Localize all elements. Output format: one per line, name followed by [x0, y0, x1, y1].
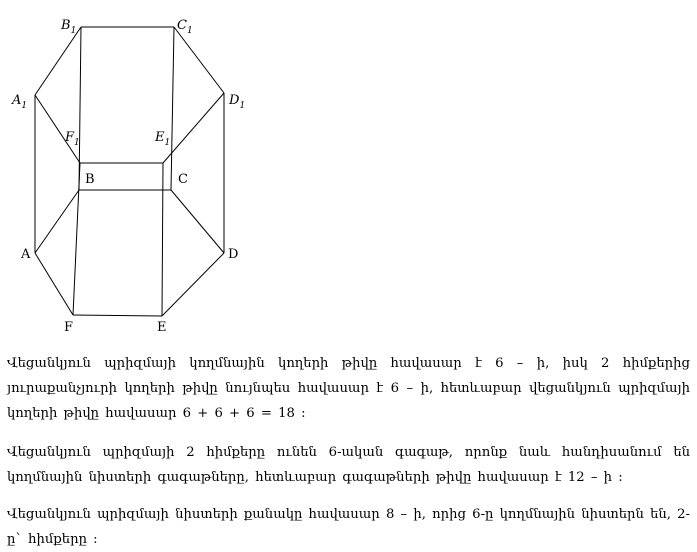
edge-c-d — [171, 190, 224, 253]
faces-count-paragraph: Վեցանկյուն պրիզմայի նիստերի քանակը հավասար 8 – ի, որից 6-ը կողմնային նիստերն են, 2-ը` հիմքերը : — [7, 507, 690, 547]
edge-c1-d1 — [174, 27, 224, 93]
vertex-label-e: E — [157, 320, 167, 335]
vertex-label-b1: $B_1$ — [61, 18, 77, 36]
edge-e-f — [73, 315, 162, 316]
edge-f-a — [35, 253, 73, 315]
vertex-label-a: A — [21, 247, 31, 262]
edge-f1-a1 — [35, 95, 80, 163]
vertex-label-e1: $E_1$ — [155, 130, 171, 148]
edge-a-b — [35, 190, 79, 253]
vertex-label-d1: $D_1$ — [229, 93, 246, 111]
vertex-label-c1: $C_1$ — [177, 18, 193, 36]
vertex-label-a1: $A_1$ — [12, 93, 28, 111]
vertex-label-f1: $F_1$ — [65, 130, 80, 148]
vertex-label-d: D — [228, 247, 239, 262]
edges-count-paragraph: Վեցանկյուն պրիզմայի կողմնային կողերի թիվը հավասար է 6 – ի, իսկ 2 հիմքերից յուրաքանչյուրի կողերի թիվը նույնպես հավասար է 6 – ի, հետևաբար վեցանկյուն պրիզմայի կողերի թիվը հավասար 6 + 6 + 6 = 18 : — [7, 356, 690, 421]
vertex-label-f: F — [64, 320, 74, 335]
edge-e-e1 — [162, 163, 163, 316]
edge-d-e — [162, 253, 224, 316]
vertex-label-c: C — [178, 172, 188, 187]
edge-f-f1 — [73, 163, 80, 315]
edge-c-c1 — [171, 27, 174, 190]
vertices-count-paragraph: Վեցանկյուն պրիզմայի 2 հիմքերը ունեն 6-ական գագաթ, որոնք նաև հանդիսանում են կողմնային նիստերի գագաթները, հետևաբար գագաթների թիվը հավասար է 12 – ի : — [7, 445, 690, 485]
vertex-label-b: B — [85, 172, 95, 187]
edge-a1-b1 — [35, 27, 81, 95]
